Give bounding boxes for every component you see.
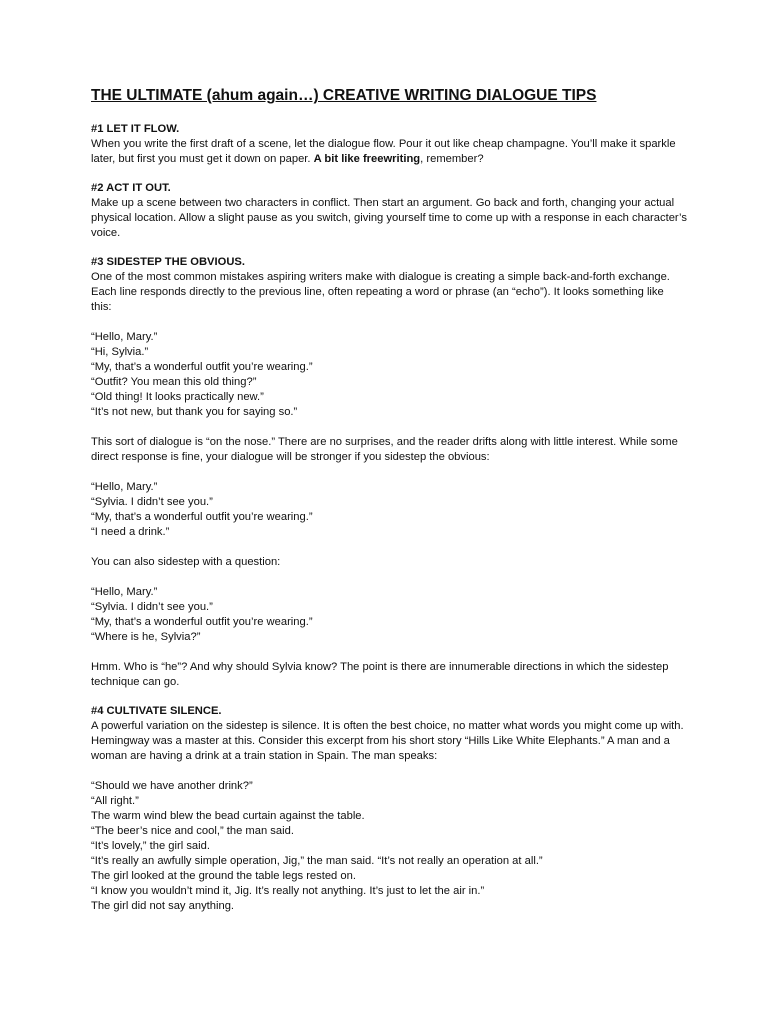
dialogue-line: “My, that’s a wonderful outfit you’re wearing.” <box>91 361 313 373</box>
tip-3-example-2 <box>91 480 687 540</box>
tip-1-body-bold: A bit like freewriting <box>313 153 421 165</box>
dialogue-line: “I need a drink.” <box>91 526 170 538</box>
excerpt-line: The girl did not say anything. <box>91 900 235 912</box>
tip-1-section <box>91 122 687 167</box>
tip-2-section <box>91 181 687 241</box>
dialogue-line: “Outfit? You mean this old thing?” <box>91 376 257 388</box>
dialogue-line: “My, that’s a wonderful outfit you’re wearing.” <box>91 511 313 523</box>
dialogue-line: “Hello, Mary.” <box>91 481 158 493</box>
dialogue-line: “My, that’s a wonderful outfit you’re wearing.” <box>91 616 313 628</box>
tip-3-outro: Hmm. Who is “he”? And why should Sylvia know? The point is there are innumerable directions in which the sidestep technique can go. <box>91 661 669 688</box>
tip-3-heading: #3 SIDESTEP THE OBVIOUS. <box>91 256 245 268</box>
tip-4-excerpt <box>91 779 687 914</box>
dialogue-line: “It’s not new, but thank you for saying so.” <box>91 406 298 418</box>
tip-4-heading: #4 CULTIVATE SILENCE. <box>91 705 222 717</box>
tip-3-section <box>91 255 687 690</box>
document-page <box>91 86 687 929</box>
tip-2-heading: #2 ACT IT OUT. <box>91 182 171 194</box>
dialogue-line: “Where is he, Sylvia?” <box>91 631 201 643</box>
excerpt-line: “Should we have another drink?” <box>91 780 253 792</box>
tip-2-body: Make up a scene between two characters in conflict. Then start an argument. Go back and forth, changing your actual physical location. Allow a slight pause as you switch, giving yourself time to come up with a response in each character’s voice. <box>91 197 687 239</box>
tip-3-intro: One of the most common mistakes aspiring writers make with dialogue is creating a simple back-and-forth exchange. Each line responds directly to the previous line, often repeating a word or phrase (an “echo”). It looks something like this: <box>91 271 670 313</box>
tip-3-example-3 <box>91 585 687 645</box>
tip-4-intro: A powerful variation on the sidestep is silence. It is often the best choice, no matter what words you might come up with. Hemingway was a master at this. Consider this excerpt from his short story “Hills Like White Elephants.” A man and a woman are having a drink at a train station in Spain. The man speaks: <box>91 720 684 762</box>
dialogue-line: “Old thing! It looks practically new.” <box>91 391 264 403</box>
excerpt-line: “The beer’s nice and cool,” the man said. <box>91 825 294 837</box>
tip-3-example-1 <box>91 330 687 420</box>
dialogue-line: “Sylvia. I didn’t see you.” <box>91 496 213 508</box>
tip-3-middle: This sort of dialogue is “on the nose.” There are no surprises, and the reader drifts along with little interest. While some direct response is fine, your dialogue will be stronger if you sidestep the obvious: <box>91 436 678 463</box>
excerpt-line: The girl looked at the ground the table legs rested on. <box>91 870 356 882</box>
excerpt-line: “I know you wouldn’t mind it, Jig. It’s really not anything. It’s just to let the air in.” <box>91 885 485 897</box>
excerpt-line: “All right.” <box>91 795 139 807</box>
dialogue-line: “Hello, Mary.” <box>91 331 158 343</box>
dialogue-line: “Hello, Mary.” <box>91 586 158 598</box>
tip-1-heading: #1 LET IT FLOW. <box>91 123 180 135</box>
excerpt-line: The warm wind blew the bead curtain against the table. <box>91 810 365 822</box>
document-title: THE ULTIMATE (ahum again…) CREATIVE WRITING DIALOGUE TIPS <box>91 87 597 104</box>
excerpt-line: “It’s lovely,” the girl said. <box>91 840 210 852</box>
tip-1-body <box>91 137 687 167</box>
tip-3-question-intro: You can also sidestep with a question: <box>91 556 281 568</box>
tip-1-body-end: , remember? <box>420 153 484 165</box>
dialogue-line: “Sylvia. I didn’t see you.” <box>91 601 213 613</box>
tip-4-section <box>91 704 687 914</box>
tip-1-body-text: When you write the first draft of a scene, let the dialogue flow. Pour it out like cheap champagne. You’ll make it sparkle later, but first you must get it down on paper. <box>91 138 676 165</box>
excerpt-line: “It’s really an awfully simple operation, Jig,” the man said. “It’s not really an operation at all.” <box>91 855 543 867</box>
dialogue-line: “Hi, Sylvia.” <box>91 346 149 358</box>
